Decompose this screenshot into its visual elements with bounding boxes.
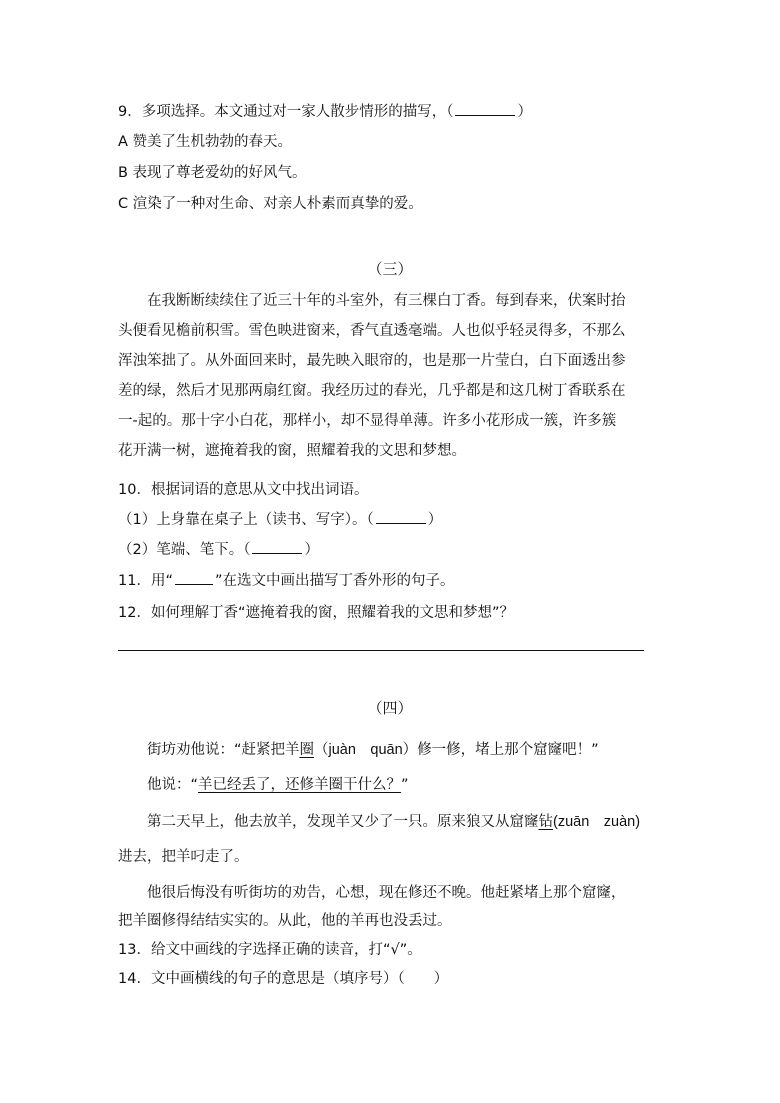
passage-3: [118, 286, 658, 466]
passage-line: 浑浊笨拙了。从外面回来时，最先映入眼帘的，也是那一片莹白，白下面透出参: [118, 353, 626, 369]
passage-line: 差的绿，然后才见那两扇红窗。我经历过的春光，几乎都是和这几树丁香联系在: [118, 383, 626, 399]
answer-blank[interactable]: [376, 509, 426, 524]
passage-line: 花开满一树，遮掩着我的窗，照耀着我的文思和梦想。: [118, 443, 466, 459]
passage-line: 在我断断续续住了近三十年的斗室外，有三棵白丁香。每到春来，伏案时抬: [147, 293, 626, 309]
q9-option-c: C 渲染了一种对生命、对亲人朴素而真挚的爱。: [118, 196, 423, 212]
section-4-title: （四）: [367, 699, 413, 717]
passage-line: 一-起的。那十字小白花，那样小，却不显得单薄。许多小花形成一簇，许多簇: [118, 413, 617, 429]
q9-option-b: B 表现了尊老爱幼的好风气。: [118, 165, 307, 181]
section-3-title: （三）: [367, 260, 413, 278]
question-10: 10．根据词语的意思从文中找出词语。: [118, 482, 369, 498]
underline-mark-sample: [175, 570, 213, 585]
underlined-sentence: 羊已经丢了，还修羊圈干什么？: [198, 777, 402, 793]
pinyin-options[interactable]: (zuān zuàn): [553, 814, 641, 830]
question-10-1: （1）上身靠在桌子上（读书、写字）。（ ）: [118, 509, 442, 530]
underlined-char: 钻: [538, 814, 553, 830]
passage-4-p1: 街坊劝他说：“赶紧把羊圈（juàn quān）修一修，堵上那个窟窿吧！”: [147, 742, 599, 758]
question-12: 12．如何理解丁香“遮掩着我的窗，照耀着我的文思和梦想”？: [118, 605, 514, 621]
underlined-char: 圈: [299, 742, 315, 758]
question-10-2: （2）笔端、笔下。（ ）: [118, 539, 319, 560]
question-14: 14．文中画横线的句子的意思是（填序号）（ ）: [118, 971, 449, 987]
q9-option-a: A 赞美了生机勃勃的春天。: [118, 134, 293, 150]
pinyin-options[interactable]: （juàn quān）: [314, 742, 418, 758]
passage-4-p4-line2: 把羊圈修得结结实实的。从此，他的羊再也没丢过。: [118, 913, 452, 929]
question-9-stem: 9．多项选择。本文通过对一家人散步情形的描写，（ ）: [118, 101, 532, 122]
passage-line: 头便看见檐前积雪。雪色映进窗来，香气直透毫端。人也似乎轻灵得多，不那么: [118, 323, 626, 339]
passage-4-p3-line1: 第二天早上，他去放羊，发现羊又少了一只。原来狼又从窟窿钻(zuān zuàn): [147, 814, 641, 830]
passage-4-p4-line1: 他很后悔没有听街坊的劝告，心想，现在修还不晚。他赶紧堵上那个窟窿，: [147, 885, 626, 901]
passage-4-p2: 他说：“羊已经丢了，还修羊圈干什么？”: [147, 777, 409, 793]
question-11: 11．用“ ”在选文中画出描写丁香外形的句子。: [118, 570, 454, 591]
question-13: 13．给文中画线的字选择正确的读音，打“√”。: [118, 942, 422, 958]
answer-blank[interactable]: [455, 101, 515, 116]
passage-4-p3-line2: 进去，把羊叼走了。: [118, 849, 249, 865]
answer-blank[interactable]: [252, 539, 302, 554]
answer-line[interactable]: [118, 650, 644, 651]
